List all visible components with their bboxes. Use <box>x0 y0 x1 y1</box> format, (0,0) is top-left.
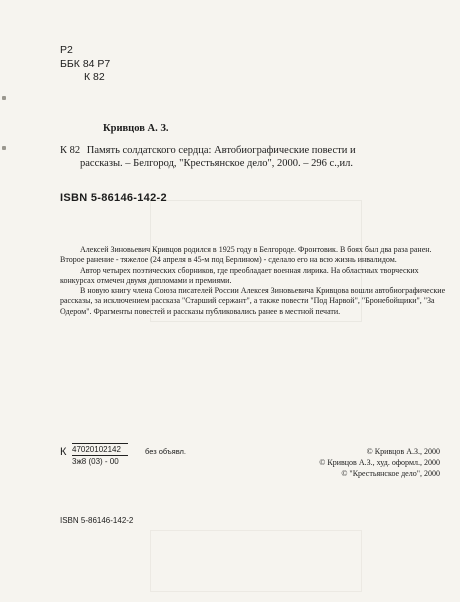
annotation-paragraph: Автор четырех поэтических сборников, где преобладает военная лирика. На областных творческих конкурсах отмечен двумя дипломами и премиями. <box>60 265 419 285</box>
annotation-paragraph: Алексей Зиновьевич Кривцов родился в 1925 году в Белгороде. Фронтовик. В боях был два раза ранен. Второе ранение - тяжелое (24 апреля в 45-м под Берлином) - сделало его на всю жизнь инвалидом. <box>60 245 432 265</box>
copyright-line: © "Крестьянское дело", 2000 <box>341 469 440 478</box>
binding-mark <box>2 96 6 100</box>
copyright-line: © Кривцов А.З., худ. оформл., 2000 <box>319 458 440 467</box>
isbn-footer: ISBN 5-86146-142-2 <box>60 516 134 525</box>
code-fraction <box>72 443 128 466</box>
author-heading: Кривцов А. З. <box>103 123 169 134</box>
annotation-paragraph: В новую книгу члена Союза писателей России Алексея Зиновьевича Кривцова вошли автобиографические рассказы, за исключением рассказа "Старший сержант", а также повести "Под Нарвой", "Бронебойщики", "За Одером". Фрагменты повестей и рассказы публиковались ранее в местной печати. <box>60 286 446 316</box>
bbk-code: ББК 84 Р7 <box>60 57 111 70</box>
bibliographic-description <box>60 144 452 170</box>
isbn-main: ISBN 5-86146-142-2 <box>60 192 167 204</box>
biblio-line-2: рассказы. – Белгород, "Крестьянское дело", 2000. – 296 с.,ил. <box>80 158 353 169</box>
annotation <box>60 245 450 317</box>
price-note: без объявл. <box>145 447 186 456</box>
biblio-title: Память солдатского сердца: Автобиографические повести и <box>86 145 356 156</box>
biblio-line-1 <box>60 144 452 157</box>
copyright-line: © Кривцов А.З., 2000 <box>366 447 440 456</box>
code-order: 3ж8 (03) - 00 <box>72 455 128 466</box>
code-number: 47020102142 <box>72 445 121 454</box>
binding-mark <box>2 146 6 150</box>
catalog-codes <box>60 44 110 85</box>
show-through-stamp <box>150 530 362 592</box>
author-mark: К 82 <box>84 71 105 83</box>
biblio-mark: К 82 <box>60 145 81 156</box>
code-letter: К <box>60 446 67 458</box>
copyright-block <box>319 446 440 479</box>
udc-code: Р2 <box>60 44 73 56</box>
